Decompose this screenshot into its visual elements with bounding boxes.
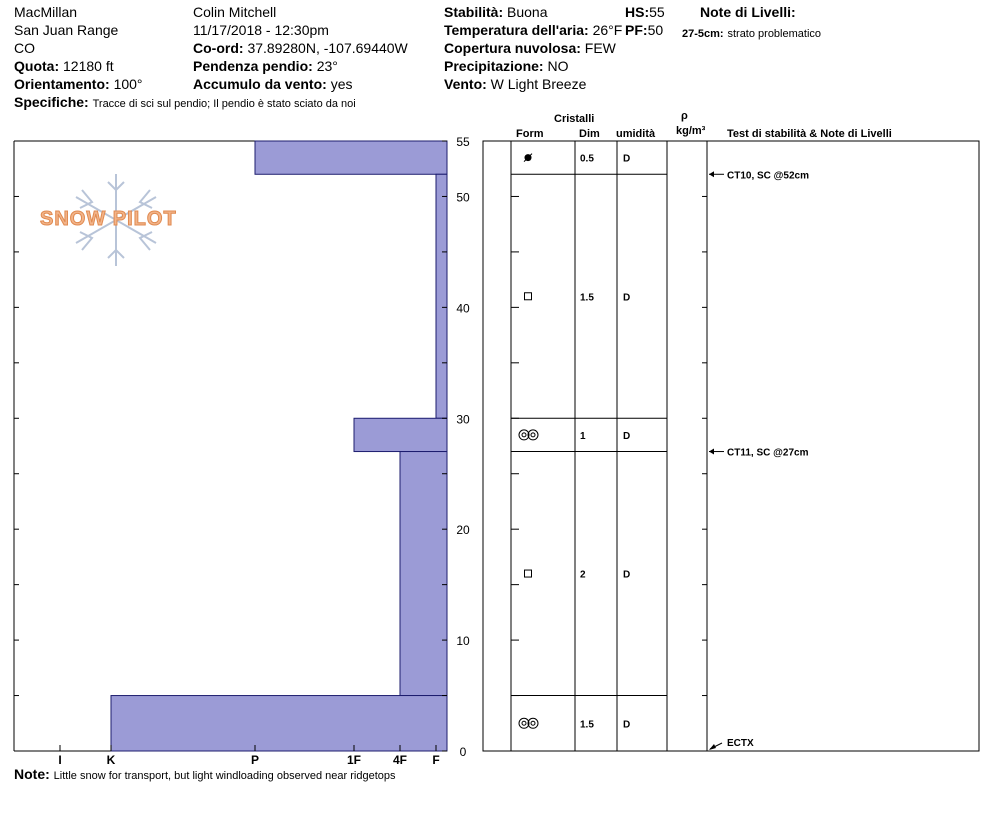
coord-label: Co-ord:: [193, 40, 244, 56]
test-label: ECTX: [727, 738, 754, 749]
wind-label: Vento:: [444, 76, 487, 92]
air-temp-value: 26°F: [592, 22, 623, 38]
layer-moisture: D: [623, 153, 631, 165]
tests-header: Test di stabilità & Note di Livelli: [727, 128, 892, 140]
slope-value: 23°: [316, 58, 338, 74]
hardness-bar-3: [354, 418, 447, 451]
layer-notes-title: Note di Livelli:: [700, 4, 796, 20]
layer-note-depth: 27-5cm:: [682, 28, 724, 40]
layer-size: 2: [580, 569, 586, 581]
pf-value: 50: [647, 22, 664, 38]
specifics-value: Tracce di sci sul pendio; Il pendio è stato sciato da noi: [92, 98, 356, 110]
hardness-bar-5: [111, 696, 447, 751]
faceted-icon: [525, 293, 532, 300]
hs-label: HS:: [625, 4, 650, 20]
precip-value: NO: [547, 58, 569, 74]
y-tick-label-55: 55: [456, 135, 470, 149]
layer-moisture: D: [623, 719, 631, 731]
rho-header: ρ: [681, 110, 688, 122]
cloud-value: FEW: [584, 40, 616, 56]
faceted-icon: [525, 570, 532, 577]
test-label: CT11, SC @27cm: [727, 447, 809, 459]
depth-hoar-icon: [522, 721, 526, 725]
y-tick-label-0: 0: [459, 745, 467, 759]
y-tick-label-50: 50: [456, 190, 470, 205]
y-tick-label-40: 40: [456, 301, 470, 316]
pf-label: PF:: [625, 22, 648, 38]
datetime: 11/17/2018 - 12:30pm: [193, 22, 329, 38]
coord-value: 37.89280N, -107.69440W: [247, 40, 408, 56]
x-tick-label-I: I: [58, 753, 62, 767]
layer-note-text: strato problematico: [727, 28, 822, 40]
test-arrow-head: [709, 744, 716, 750]
stability-label: Stabilità:: [444, 4, 504, 20]
layer-moisture: D: [623, 292, 631, 304]
layer-size: 1.5: [580, 292, 594, 304]
note-label: Note:: [14, 766, 50, 782]
layer-size: 1.5: [580, 719, 594, 731]
location: MacMillan: [14, 4, 78, 20]
x-tick-label-F: F: [432, 753, 440, 767]
note: [14, 766, 395, 784]
layer-moisture: D: [623, 430, 631, 442]
elevation-value: 12180 ft: [63, 58, 114, 74]
precip-label: Precipitazione:: [444, 58, 544, 74]
x-tick-label-4F: 4F: [392, 753, 408, 767]
x-tick-label-P: P: [250, 753, 260, 767]
y-tick-label-20: 20: [456, 523, 470, 538]
hardness-bar-4: [400, 452, 447, 696]
depth-hoar-icon: [531, 433, 535, 437]
layer-size: 1: [580, 430, 586, 442]
hardness-bar-2: [436, 174, 447, 418]
slope-label: Pendenza pendio:: [193, 58, 313, 74]
crystals-header: Cristalli: [554, 113, 595, 125]
x-tick-label-1F: 1F: [346, 753, 362, 767]
moisture-header: umidità: [616, 128, 656, 140]
depth-hoar-icon: [531, 721, 535, 725]
wind-loading-value: yes: [330, 76, 353, 92]
state: CO: [14, 40, 35, 56]
test-arrow-head: [709, 171, 714, 177]
stability-value: Buona: [507, 4, 548, 20]
y-tick-label-10: 10: [456, 634, 470, 649]
test-arrow-head: [709, 449, 714, 455]
layer-size: 0.5: [580, 153, 594, 165]
form-header: Form: [516, 128, 544, 140]
aspect-value: 100°: [113, 76, 143, 92]
note-text: Little snow for transport, but light windloading observed near ridgetops: [53, 770, 396, 782]
layer-table-frame: [483, 141, 979, 751]
density-unit-header: kg/m³: [676, 125, 706, 137]
hardness-bar-1: [255, 141, 447, 174]
aspect-label: Orientamento:: [14, 76, 110, 92]
test-label: CT10, SC @52cm: [727, 170, 810, 182]
depth-hoar-icon: [522, 433, 526, 437]
cloud-label: Copertura nuvolosa:: [444, 40, 581, 56]
x-tick-label-K: K: [106, 753, 116, 767]
hs-value: 55: [649, 4, 665, 20]
air-temp-label: Temperatura dell'aria:: [444, 22, 589, 38]
elevation-label: Quota:: [14, 58, 60, 74]
range: San Juan Range: [14, 22, 119, 38]
wind-loading-label: Accumulo da vento:: [193, 76, 327, 92]
logo-text: SNOW PILOT: [40, 208, 177, 230]
size-header: Dim: [579, 128, 600, 140]
wind-value: W Light Breeze: [490, 76, 587, 92]
specifics-label: Specifiche:: [14, 94, 89, 110]
y-tick-label-30: 30: [456, 412, 470, 427]
layer-moisture: D: [623, 569, 631, 581]
observer: Colin Mitchell: [193, 4, 277, 20]
